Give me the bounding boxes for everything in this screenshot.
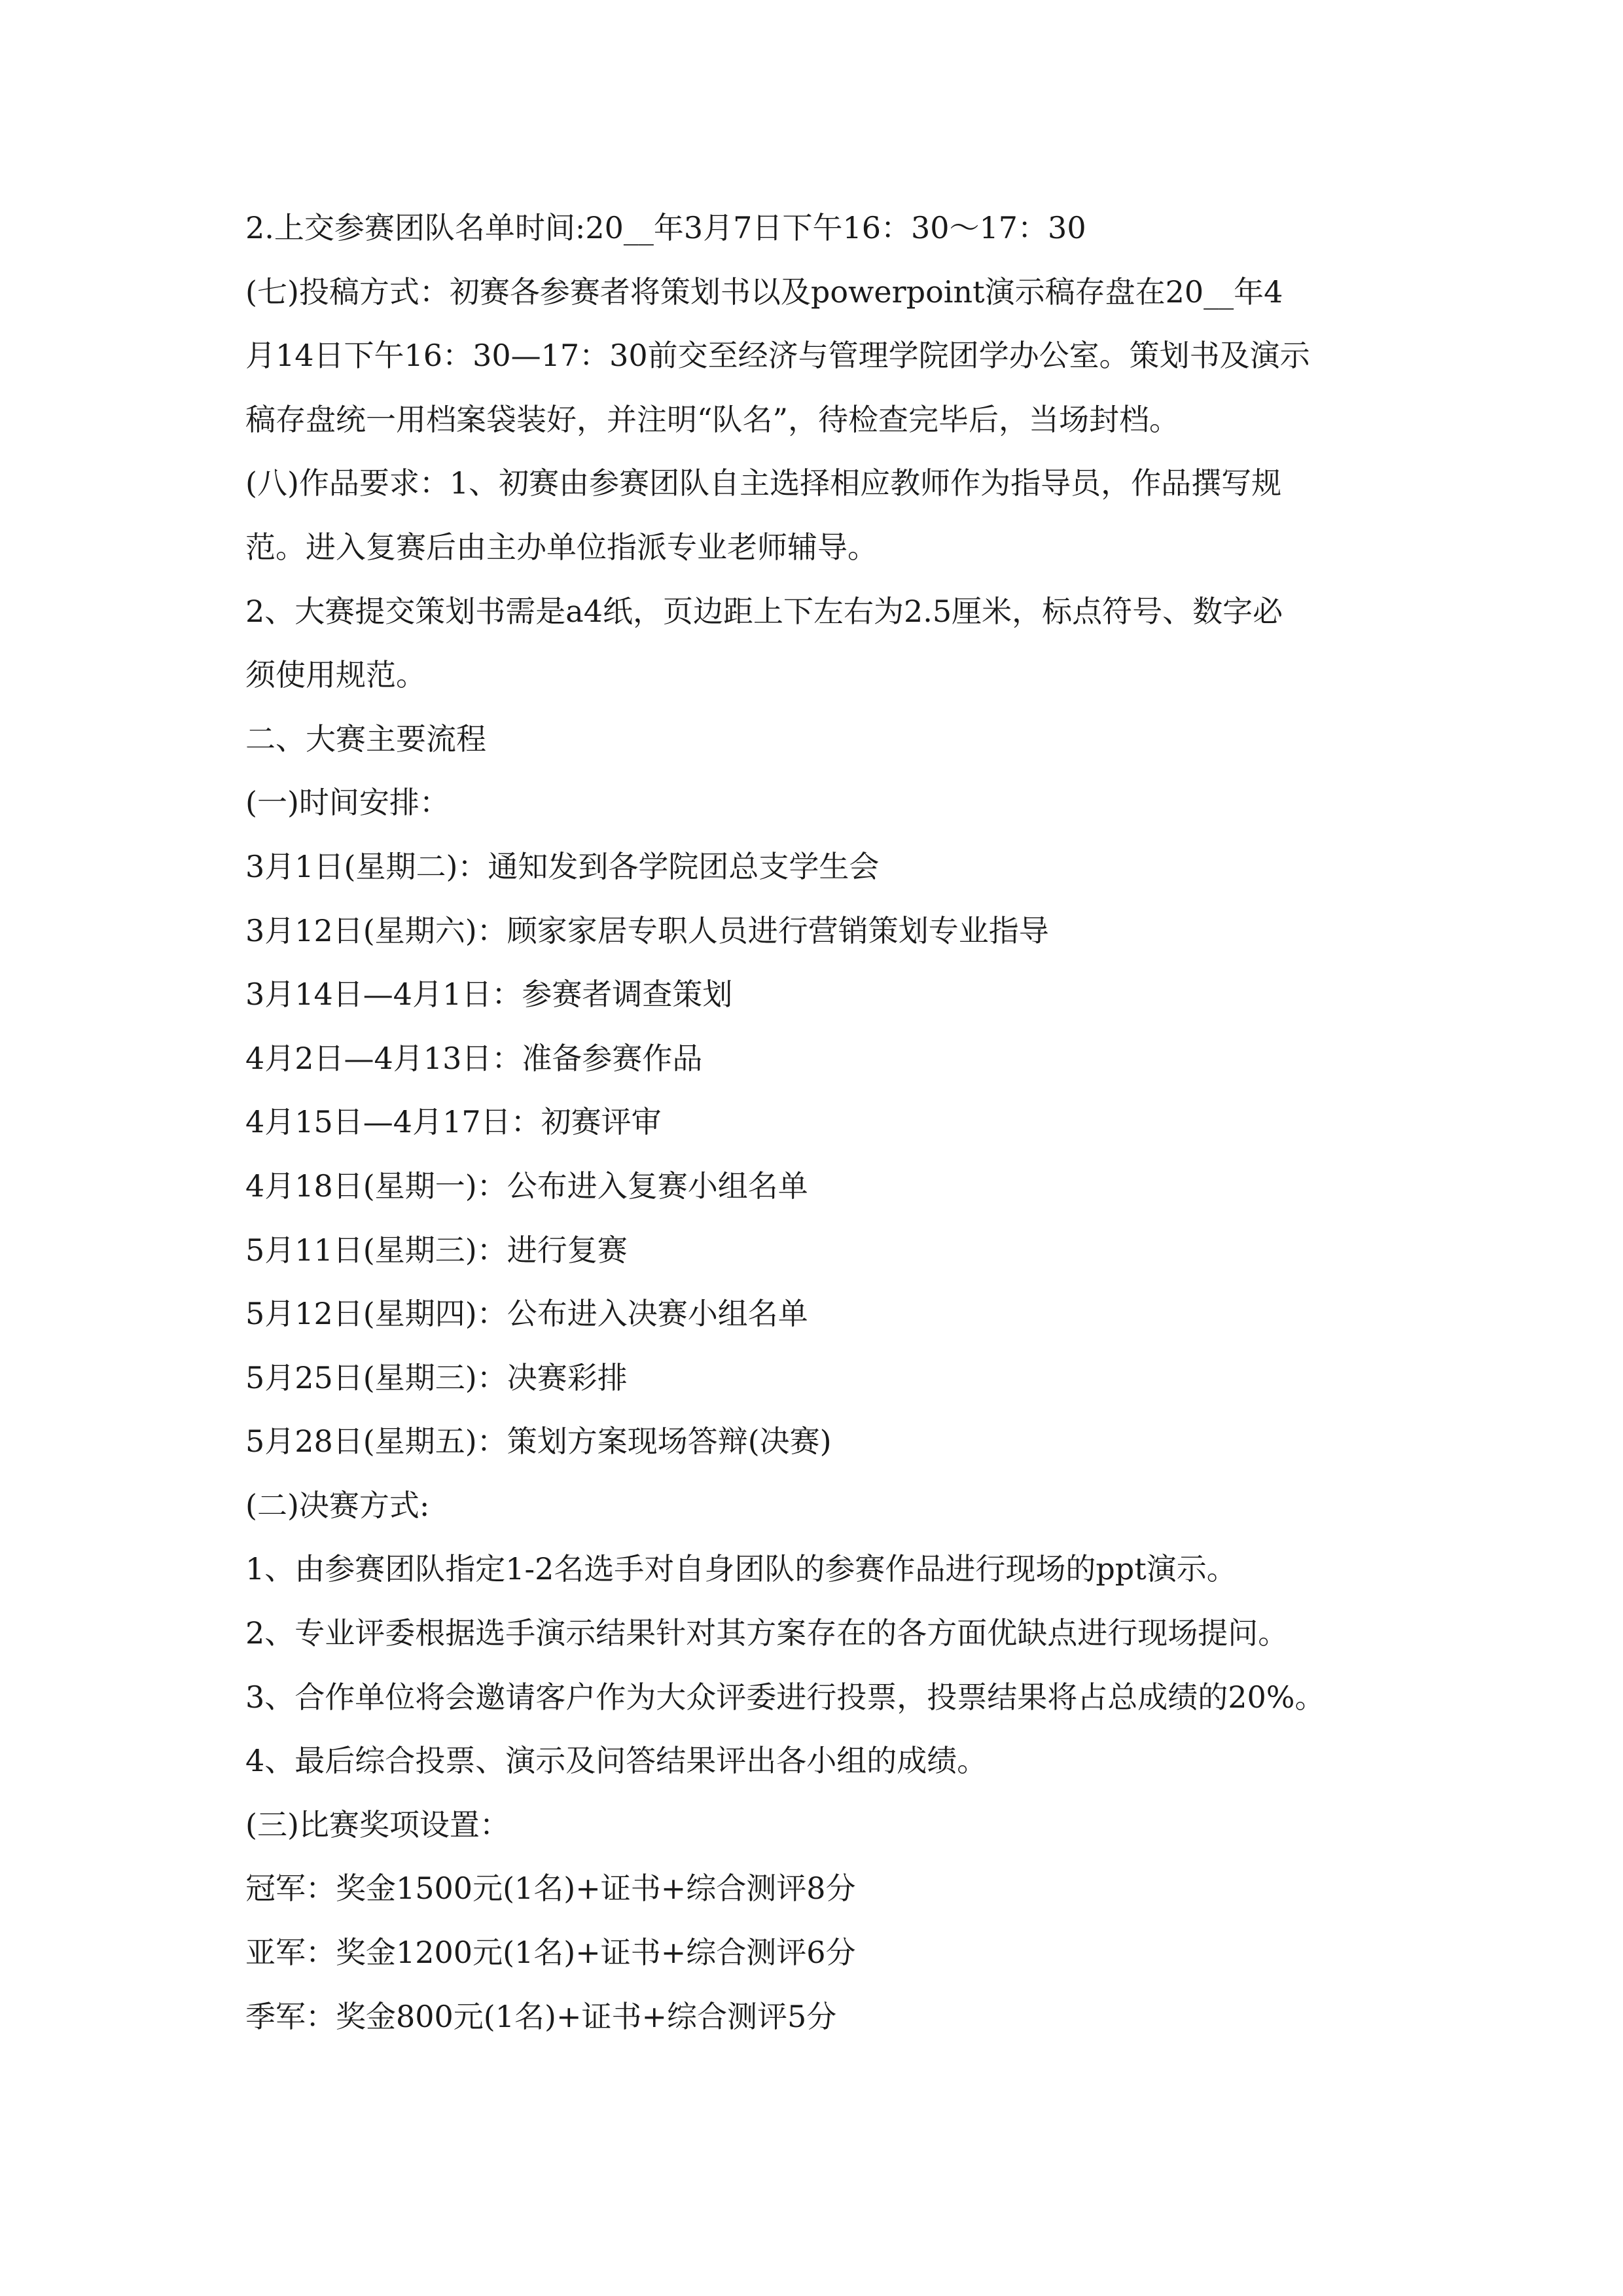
section-heading: 二、大赛主要流程 [245, 721, 486, 757]
text-line: (七)投稿方式：初赛各参赛者将策划书以及powerpoint演示稿存盘在20__年4 [245, 274, 1283, 310]
text-line: 2、专业评委根据选手演示结果针对其方案存在的各方面优缺点进行现场提问。 [245, 1615, 1289, 1651]
schedule-item: 3月1日(星期二)：通知发到各学院团总支学生会 [245, 848, 880, 884]
text-line: 2、大赛提交策划书需是a4纸，页边距上下左右为2.5厘米，标点符号、数字必 [245, 593, 1283, 629]
text-line: 1、由参赛团队指定1-2名选手对自身团队的参赛作品进行现场的ppt演示。 [245, 1551, 1237, 1587]
schedule-item: 5月12日(星期四)：公布进入决赛小组名单 [245, 1296, 808, 1332]
document-body [245, 196, 1384, 2049]
schedule-item: 5月28日(星期五)：策划方案现场答辩(决赛) [245, 1424, 832, 1460]
text-line: 2.上交参赛团队名单时间:20__年3月7日下午16：30～17：30 [245, 210, 1086, 245]
schedule-item: 3月14日—4月1日：参赛者调查策划 [245, 977, 733, 1013]
text-line: (八)作品要求：1、初赛由参赛团队自主选择相应教师作为指导员，作品撰写规 [245, 465, 1282, 501]
schedule-item: 5月11日(星期三)：进行复赛 [245, 1232, 628, 1268]
schedule-item: 4月15日—4月17日：初赛评审 [245, 1104, 662, 1140]
award-item: 冠军：奖金1500元(1名)+证书+综合测评8分 [245, 1871, 856, 1907]
subsection-heading: (二)决赛方式: [245, 1487, 430, 1523]
schedule-item: 4月18日(星期一)：公布进入复赛小组名单 [245, 1168, 808, 1204]
text-line: 月14日下午16：30—17：30前交至经济与管理学院团学办公室。策划书及演示 [245, 338, 1310, 374]
award-item: 季军：奖金800元(1名)+证书+综合测评5分 [245, 1998, 837, 2034]
text-line: 范。进入复赛后由主办单位指派专业老师辅导。 [245, 529, 878, 565]
schedule-item: 5月25日(星期三)：决赛彩排 [245, 1359, 628, 1395]
text-line: 4、最后综合投票、演示及问答结果评出各小组的成绩。 [245, 1743, 988, 1779]
schedule-item: 4月2日—4月13日：准备参赛作品 [245, 1040, 703, 1076]
award-item: 亚军：奖金1200元(1名)+证书+综合测评6分 [245, 1935, 856, 1971]
subsection-heading: (一)时间安排： [245, 785, 450, 821]
text-line: 3、合作单位将会邀请客户作为大众评委进行投票，投票结果将占总成绩的20%。 [245, 1679, 1325, 1715]
text-line: 稿存盘统一用档案袋装好，并注明“队名”，待检查完毕后，当场封档。 [245, 401, 1180, 437]
text-line: 须使用规范。 [245, 657, 426, 693]
subsection-heading: (三)比赛奖项设置： [245, 1806, 510, 1842]
schedule-item: 3月12日(星期六)：顾家家居专职人员进行营销策划专业指导 [245, 912, 1049, 948]
